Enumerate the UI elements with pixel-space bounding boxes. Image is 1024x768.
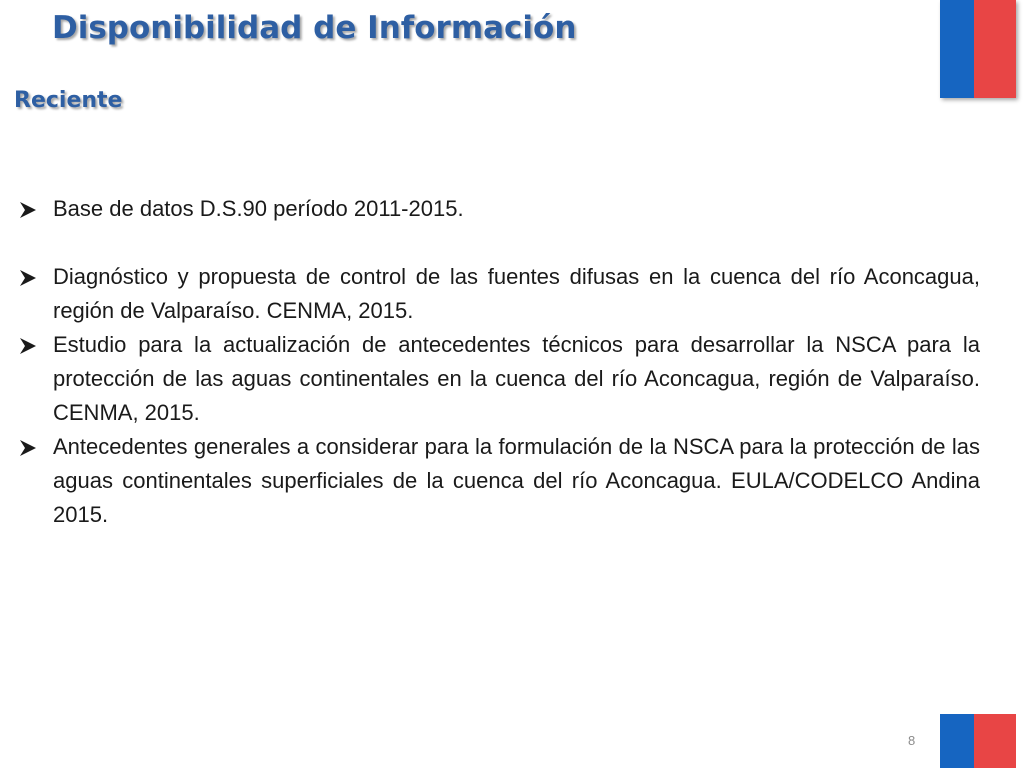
arrow-bullet-icon <box>18 268 38 288</box>
flag-stripe-icon <box>940 0 1016 98</box>
flag-red-stripe <box>974 714 1016 768</box>
arrow-bullet-icon <box>18 200 38 220</box>
bullet-item <box>18 328 980 430</box>
bullet-item <box>18 192 980 226</box>
flag-stripe-icon <box>940 714 1016 768</box>
bullet-text: Estudio para la actualización de antecedentes técnicos para desarrollar la NSCA para la protección de las aguas continentales en la cuenca del río Aconcagua, región de Valparaíso. CENMA, 2015. <box>53 332 980 425</box>
bullet-item <box>18 430 980 532</box>
flag-blue-stripe <box>940 714 974 768</box>
slide-title: Disponibilidad de Información <box>52 10 577 46</box>
slide-subtitle: Reciente <box>14 88 123 113</box>
page-number: 8 <box>908 733 916 748</box>
arrow-bullet-icon <box>18 336 38 356</box>
flag-blue-stripe <box>940 0 974 98</box>
bullet-list <box>18 192 980 532</box>
bullet-text: Diagnóstico y propuesta de control de las fuentes difusas en la cuenca del río Aconcagua, región de Valparaíso. CENMA, 2015. <box>53 264 980 323</box>
bullet-text: Antecedentes generales a considerar para la formulación de la NSCA para la protección de las aguas continentales superficiales de la cuenca del río Aconcagua. EULA/CODELCO Andina 2015. <box>53 434 980 527</box>
bullet-text: Base de datos D.S.90 período 2011-2015. <box>53 196 464 221</box>
flag-red-stripe <box>974 0 1016 98</box>
arrow-bullet-icon <box>18 438 38 458</box>
bullet-item <box>18 260 980 328</box>
